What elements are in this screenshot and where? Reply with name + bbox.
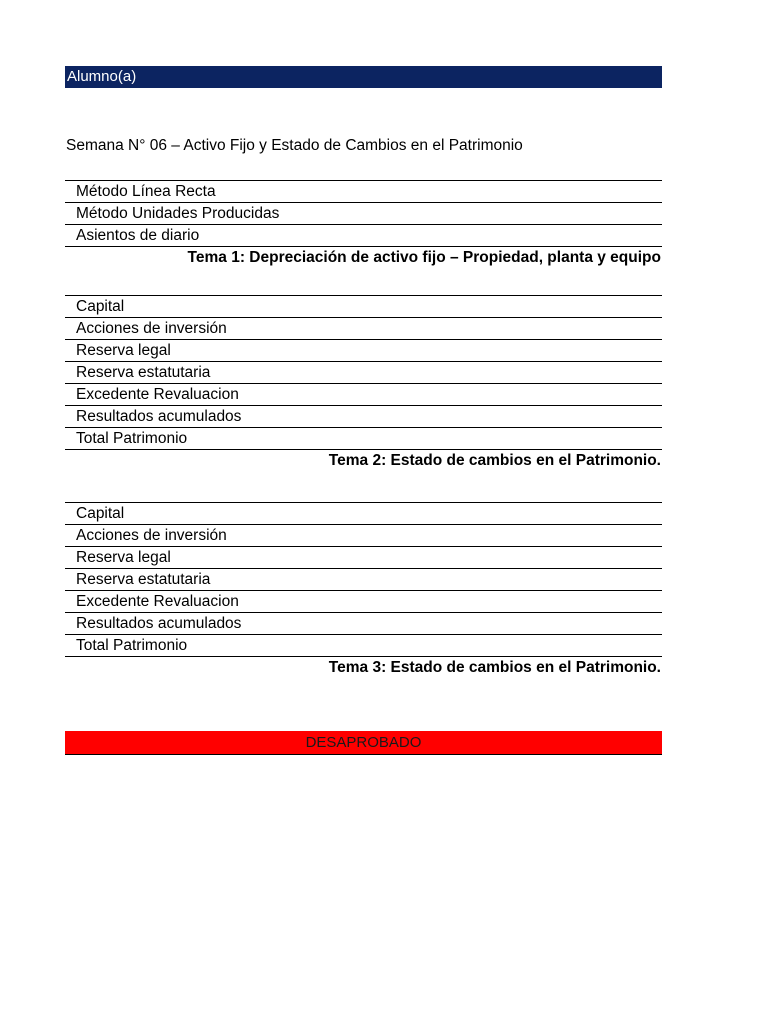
tema3-row: Resultados acumulados — [65, 612, 662, 634]
tema2-row: Capital — [65, 295, 662, 317]
tema2-row: Total Patrimonio — [65, 427, 662, 450]
tema1-row: Asientos de diario — [65, 224, 662, 247]
tema2-title: Tema 2: Estado de cambios en el Patrimonio. — [328, 452, 661, 469]
tema3-row: Reserva legal — [65, 546, 662, 568]
tema2-row: Reserva estatutaria — [65, 361, 662, 383]
tema3-row: Reserva estatutaria — [65, 568, 662, 590]
tema3-section — [65, 502, 662, 679]
tema1-section — [65, 180, 662, 269]
week-title: Semana N° 06 – Activo Fijo y Estado de Cambios en el Patrimonio — [66, 137, 523, 154]
tema2-section — [65, 295, 662, 472]
tema3-title: Tema 3: Estado de cambios en el Patrimonio. — [328, 659, 661, 676]
student-label-bar — [65, 66, 662, 88]
tema2-row: Acciones de inversión — [65, 317, 662, 339]
tema2-row: Reserva legal — [65, 339, 662, 361]
tema1-title: Tema 1: Depreciación de activo fijo – Propiedad, planta y equipo — [187, 249, 661, 266]
tema2-row: Resultados acumulados — [65, 405, 662, 427]
result-status: DESAPROBADO — [305, 734, 422, 751]
tema3-row: Acciones de inversión — [65, 524, 662, 546]
result-status-bar — [65, 731, 662, 755]
tema2-row: Excedente Revaluacion — [65, 383, 662, 405]
tema1-row: Método Unidades Producidas — [65, 202, 662, 224]
tema1-row: Método Línea Recta — [65, 180, 662, 202]
tema3-row: Total Patrimonio — [65, 634, 662, 657]
tema3-row: Capital — [65, 502, 662, 524]
tema3-row: Excedente Revaluacion — [65, 590, 662, 612]
student-label: Alumno(a) — [67, 68, 137, 85]
